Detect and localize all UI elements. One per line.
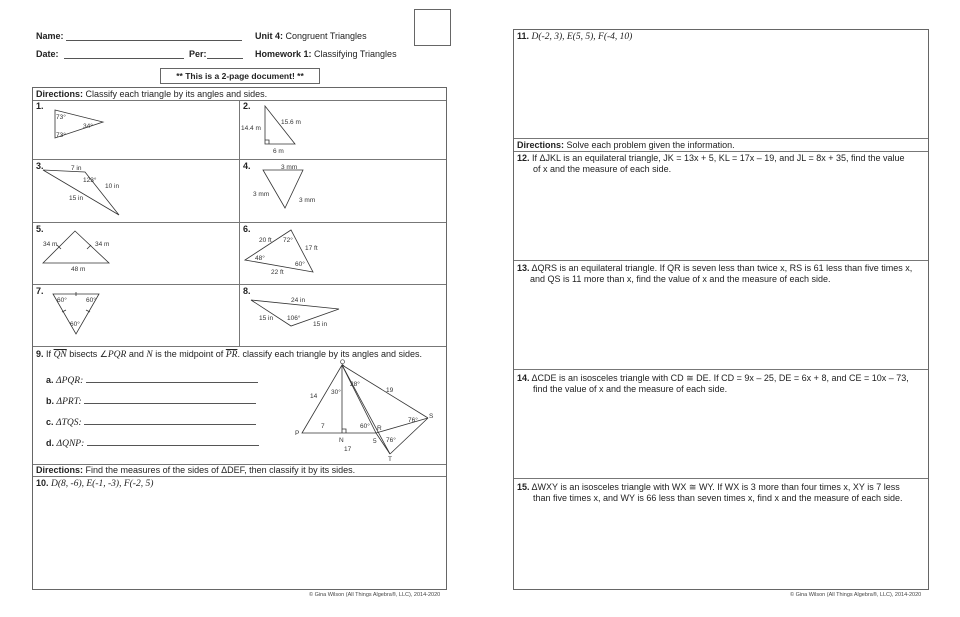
problem-10	[36, 478, 153, 490]
directions-3-label: Directions:	[517, 140, 565, 150]
homework-heading	[255, 49, 397, 60]
problem-14-line: ΔCDE is an isosceles triangle with CD ≅ DE. If CD = 9x – 25, DE = 6x + 8, and CE = 10x – 73,	[531, 373, 909, 383]
fig9-label: 19	[386, 387, 394, 394]
p9-text: . classify each triangle by its angles and sides.	[237, 349, 423, 359]
two-page-notice: ** This is a 2-page document! **	[160, 68, 320, 84]
score-box	[414, 9, 451, 46]
p9-part-triangle: ΔPRT:	[56, 397, 82, 407]
fig9-label: 7	[321, 423, 325, 430]
copyright-right: © Gina Wilson (All Things Algebra®, LLC), 2014-2020	[790, 592, 922, 598]
problem-11	[517, 31, 632, 43]
problem-12	[517, 153, 905, 175]
problem-14-line: find the value of x and the measure of each side.	[533, 384, 728, 394]
p9-text: If	[46, 349, 52, 359]
p9-part-label: d.	[46, 438, 54, 448]
unit-label: Unit 4:	[255, 31, 283, 41]
fig6-label: 60°	[295, 261, 305, 268]
p9-segment-pr: $\overline{PR}$	[225, 350, 238, 360]
per-label: Per:	[189, 49, 207, 59]
p9-part-triangle: ΔTQS:	[56, 418, 82, 428]
fig9-label: R	[377, 425, 382, 432]
homework-label: Homework 1:	[255, 49, 312, 59]
p9-part-c	[46, 416, 256, 429]
unit-title: Congruent Triangles	[285, 31, 367, 41]
fig2-label: 6 m	[273, 148, 284, 155]
fig7-label: 60°	[57, 297, 67, 304]
fig3-label: 7 in	[71, 165, 82, 172]
problem-15-num: 15.	[517, 482, 530, 492]
p9-segment-qn: $\overline{QN}$	[53, 350, 67, 360]
directions-1-text: Classify each triangle by its angles and sides.	[85, 89, 268, 99]
triangle-3	[43, 170, 119, 215]
problem-4-num: 4.	[243, 161, 251, 171]
fig8-label: 15 in	[313, 321, 328, 328]
fig1-label: 34°	[83, 123, 93, 130]
fig9-label: 17	[344, 446, 352, 453]
problem-9-figure	[290, 358, 440, 462]
directions-3-text: Solve each problem given the information.	[566, 140, 735, 150]
problem-9-num: 9.	[36, 349, 44, 359]
fig9-label: 28°	[350, 381, 360, 388]
problem-10-num: 10.	[36, 478, 49, 488]
date-label: Date:	[36, 49, 59, 59]
worksheet-frame-2	[513, 29, 929, 590]
fig6-label: 72°	[283, 237, 293, 244]
problem-1-num: 1.	[36, 101, 44, 111]
problem-3-num: 3.	[36, 161, 44, 171]
problem-5-num: 5.	[36, 224, 44, 234]
fig4-label: 3 mm	[253, 191, 270, 198]
fig7-label: 60°	[86, 297, 96, 304]
fig9-label: P	[295, 430, 300, 437]
p9-part-triangle: ΔPQR:	[56, 376, 84, 386]
problem-6-num: 6.	[243, 224, 251, 234]
p9-part-label: a.	[46, 375, 54, 385]
p9-part-a	[46, 374, 258, 387]
homework-title: Classifying Triangles	[314, 49, 397, 59]
problem-11-num: 11.	[517, 31, 530, 41]
problem-13-line: ΔQRS is an equilateral triangle. If QR is seven less than twice x, RS is 61 less than five times x,	[531, 263, 913, 273]
problem-15-line: than five times x, and WY is 66 less than seven times x, find x and the measure of each side.	[533, 493, 903, 503]
p9-text: bisects ∠	[69, 349, 108, 359]
answer-line-c[interactable]	[84, 416, 256, 425]
fig9-label: 60°	[360, 423, 370, 430]
fig5-label: 48 m	[71, 266, 86, 273]
fig2-label: 14.4 m	[241, 125, 261, 132]
fig3-label: 10 in	[105, 183, 120, 190]
fig2-label: 15.6 m	[281, 119, 301, 126]
answer-line-d[interactable]	[87, 437, 259, 446]
p9-part-d	[46, 437, 259, 450]
p9-text: is the midpoint of	[155, 349, 224, 359]
p9-part-label: c.	[46, 417, 54, 427]
problem-13	[517, 263, 912, 285]
directions-2-text: Find the measures of the sides of ΔDEF, then classify it by its sides.	[85, 465, 356, 475]
fig8-label: 15 in	[259, 315, 274, 322]
fig9-label: 5	[373, 438, 377, 445]
p9-part-triangle: ΔQNP:	[56, 439, 85, 449]
problem-14	[517, 373, 909, 395]
unit-heading	[255, 31, 367, 42]
fig9-label: 76°	[386, 437, 396, 444]
copyright-left: © Gina Wilson (All Things Algebra®, LLC), 2014-2020	[309, 592, 441, 598]
fig3-label: 15 in	[69, 195, 84, 202]
fig9-label: S	[429, 413, 434, 420]
fig6-label: 48°	[255, 255, 265, 262]
problem-15	[517, 482, 903, 504]
fig9-label: T	[388, 456, 392, 462]
p9-text: and	[128, 349, 144, 359]
per-line[interactable]	[207, 58, 243, 59]
fig1-label: 73°	[56, 132, 66, 139]
fig9-label: N	[339, 437, 344, 444]
name-line[interactable]	[66, 40, 242, 41]
problem-13-line: and QS is 11 more than x, find the value of x and the measure of each side.	[530, 274, 831, 284]
fig9-label: 14	[310, 393, 318, 400]
directions-1-label: Directions:	[36, 89, 84, 99]
directions-1	[36, 89, 267, 100]
fig5-label: 34 m	[95, 241, 110, 248]
p9-part-label: b.	[46, 396, 54, 406]
fig6-label: 20 ft	[259, 237, 272, 244]
p9-angle-pqr: PQR	[107, 350, 127, 360]
triangle-figures	[33, 100, 446, 346]
directions-2-label: Directions:	[36, 465, 84, 475]
fig8-label: 106°	[287, 315, 301, 322]
fig5-label: 34 m	[43, 241, 58, 248]
problem-2-num: 2.	[243, 101, 251, 111]
fig6-label: 22 ft	[271, 269, 284, 276]
p9-point-n: N	[146, 350, 153, 360]
date-line[interactable]	[64, 58, 184, 59]
problem-10-text: D(8, -6), E(-1, -3), F(-2, 5)	[51, 479, 154, 489]
fig3-label: 123°	[83, 177, 97, 184]
problem-12-line: of x and the measure of each side.	[533, 164, 672, 174]
problem-8-num: 8.	[243, 286, 251, 296]
fig9-label: 76°	[408, 417, 418, 424]
fig6-label: 17 ft	[305, 245, 318, 252]
fig4-label: 3 mm	[281, 164, 298, 171]
directions-3	[517, 140, 735, 151]
fig9-label: Q	[340, 359, 346, 366]
name-label: Name:	[36, 31, 64, 41]
fig7-label: 60°	[70, 321, 80, 328]
answer-line-b[interactable]	[84, 395, 256, 404]
problem-15-line: ΔWXY is an isosceles triangle with WX ≅ WY. If WX is 3 more than four times x, XY is 7 less	[531, 482, 900, 492]
fig8-label: 24 in	[291, 297, 306, 304]
answer-line-a[interactable]	[86, 374, 258, 383]
fig9-label: 30°	[331, 389, 341, 396]
problem-12-line: If ΔJKL is an equilateral triangle, JK = 13x + 5, KL = 17x – 19, and JL = 8x + 35, find the value	[532, 153, 905, 163]
problem-7-num: 7.	[36, 286, 44, 296]
problem-13-num: 13.	[517, 263, 530, 273]
p9-part-b	[46, 395, 256, 408]
fig4-label: 3 mm	[299, 197, 316, 204]
triangle-4	[263, 170, 303, 208]
directions-2	[36, 465, 355, 476]
problem-11-text: D(-2, 3), E(5, 5), F(-4, 10)	[531, 32, 633, 42]
problem-14-num: 14.	[517, 373, 530, 383]
fig1-label: 73°	[56, 114, 66, 121]
problem-12-num: 12.	[517, 153, 530, 163]
